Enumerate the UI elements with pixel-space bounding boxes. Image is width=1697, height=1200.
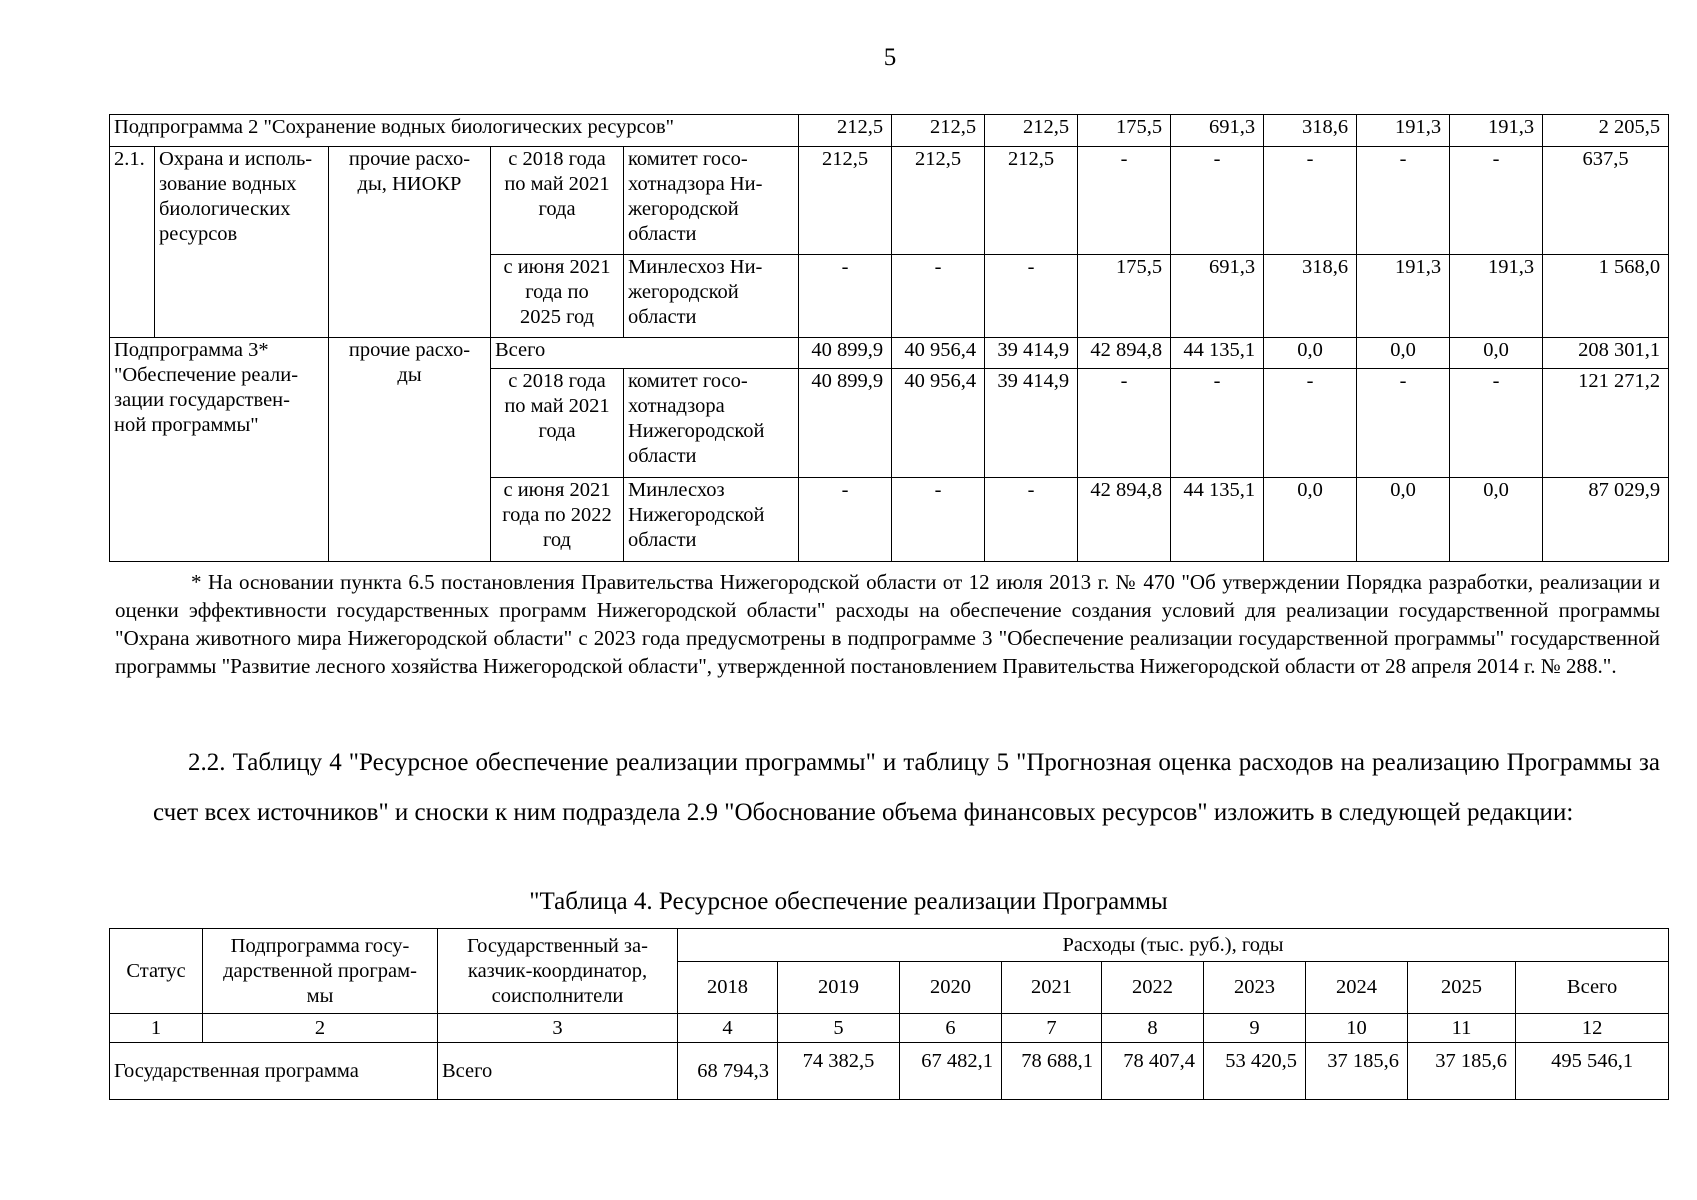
table-cell: - (985, 255, 1078, 338)
table-cell: 318,6 (1264, 115, 1357, 147)
table-cell: 1 568,0 (1543, 255, 1669, 338)
column-number: 10 (1306, 1014, 1408, 1043)
table-cell: 78 688,1 (1002, 1043, 1102, 1100)
measure-name: Охрана и исполь- зование водных биологических ресурсов (155, 147, 329, 338)
table-cell: 0,0 (1450, 338, 1543, 369)
column-number: 6 (900, 1014, 1002, 1043)
table-row (110, 1043, 1669, 1100)
table-cell: - (1078, 147, 1171, 255)
table-cell: 78 407,4 (1102, 1043, 1204, 1100)
table-cell: 42 894,8 (1078, 478, 1171, 562)
table-cell: 121 271,2 (1543, 369, 1669, 478)
column-number: 11 (1408, 1014, 1516, 1043)
table-cell: - (1171, 369, 1264, 478)
period: с 2018 года по май 2021 года (491, 369, 624, 478)
expense-type: прочие расхо- ды (329, 338, 491, 562)
table-cell: 2 205,5 (1543, 115, 1669, 147)
table-cell: 212,5 (892, 115, 985, 147)
subprogram-2-title: Подпрограмма 2 "Сохранение водных биологических ресурсов" (110, 115, 799, 147)
table-cell: 40 899,9 (799, 338, 892, 369)
header-row (110, 929, 1669, 962)
header-year: 2023 (1204, 962, 1306, 1014)
table-cell: - (1264, 147, 1357, 255)
total-label: Всего (491, 338, 799, 369)
table-cell: 495 546,1 (1516, 1043, 1669, 1100)
header-expenses: Расходы (тыс. руб.), годы (678, 929, 1669, 962)
table-cell: - (892, 478, 985, 562)
period: с 2018 года по май 2021 года (491, 147, 624, 255)
column-number-row (110, 1014, 1669, 1043)
column-number: 9 (1204, 1014, 1306, 1043)
table-cell: 191,3 (1450, 115, 1543, 147)
table-cell: 68 794,3 (678, 1043, 778, 1100)
table-cell: - (1450, 369, 1543, 478)
subprogram-table (109, 114, 1669, 562)
header-year: 2025 (1408, 962, 1516, 1014)
table-cell: 67 482,1 (900, 1043, 1002, 1100)
header-year: 2022 (1102, 962, 1204, 1014)
header-year: 2020 (900, 962, 1002, 1014)
table-cell: 208 301,1 (1543, 338, 1669, 369)
header-subprogram: Подпрограмма госу- дарственной програм- мы (203, 929, 438, 1014)
table-cell: 691,3 (1171, 255, 1264, 338)
table-cell: 0,0 (1357, 338, 1450, 369)
table-cell: 74 382,5 (778, 1043, 900, 1100)
column-number: 3 (438, 1014, 678, 1043)
resource-table (109, 928, 1669, 1100)
table-cell: 37 185,6 (1306, 1043, 1408, 1100)
table-cell: 691,3 (1171, 115, 1264, 147)
table-cell: 191,3 (1357, 115, 1450, 147)
table-cell: - (985, 478, 1078, 562)
table-cell: 40 956,4 (892, 369, 985, 478)
column-number: 4 (678, 1014, 778, 1043)
header-year: Всего (1516, 962, 1669, 1014)
table-cell: 40 956,4 (892, 338, 985, 369)
row-number: 2.1. (110, 147, 155, 338)
table-cell: 87 029,9 (1543, 478, 1669, 562)
period: с июня 2021 года по 2025 год (491, 255, 624, 338)
table-cell: - (1264, 369, 1357, 478)
table-cell: 212,5 (985, 147, 1078, 255)
column-number: 5 (778, 1014, 900, 1043)
table-row (110, 147, 1669, 255)
table-cell: 637,5 (1543, 147, 1669, 255)
table-cell: 191,3 (1450, 255, 1543, 338)
executor: Минлесхоз Нижегородской области (624, 478, 799, 562)
column-number: 8 (1102, 1014, 1204, 1043)
table-cell: - (1357, 147, 1450, 255)
executor: комитет госо- хотнадзора Ни- жегородской области (624, 147, 799, 255)
table-cell: 44 135,1 (1171, 478, 1264, 562)
table-row (110, 338, 1669, 369)
table-cell: 40 899,9 (799, 369, 892, 478)
header-year: 2019 (778, 962, 900, 1014)
status-label: Государственная программа (110, 1043, 438, 1100)
table-cell: - (1078, 369, 1171, 478)
table-cell: 191,3 (1357, 255, 1450, 338)
expense-type: прочие расхо- ды, НИОКР (329, 147, 491, 338)
table-cell: 0,0 (1357, 478, 1450, 562)
table-cell: 39 414,9 (985, 338, 1078, 369)
table-cell: - (1357, 369, 1450, 478)
table-cell: 37 185,6 (1408, 1043, 1516, 1100)
header-year: 2024 (1306, 962, 1408, 1014)
executor: Минлесхоз Ни- жегородской области (624, 255, 799, 338)
column-number: 7 (1002, 1014, 1102, 1043)
table-cell: 175,5 (1078, 115, 1171, 147)
header-customer: Государственный за- казчик-координатор, соисполнители (438, 929, 678, 1014)
table-cell: 39 414,9 (985, 369, 1078, 478)
header-year: 2021 (1002, 962, 1102, 1014)
table-cell: 42 894,8 (1078, 338, 1171, 369)
table-cell: 212,5 (799, 115, 892, 147)
table-cell: 212,5 (985, 115, 1078, 147)
table-cell: 0,0 (1264, 338, 1357, 369)
table-cell: - (799, 255, 892, 338)
table-cell: 0,0 (1264, 478, 1357, 562)
subprogram-3-name: Подпрограмма 3* "Обеспечение реали- зации государствен- ной программы" (110, 338, 329, 562)
table-cell: 212,5 (799, 147, 892, 255)
table-4-title: "Таблица 4. Ресурсное обеспечение реализации Программы (529, 888, 1168, 915)
table-cell: - (1450, 147, 1543, 255)
executor: комитет госо- хотнадзора Нижегородской области (624, 369, 799, 478)
table-cell: - (799, 478, 892, 562)
footnote: * На основании пункта 6.5 постановления Правительства Нижегородской области от 12 июля 2013 г. № 470 "Об утверждении Порядка разработки, реализации и оценки эффективности государственных программ Нижегородской области" расходы на обеспечение создания условий для реализации государственной программы "Охрана животного мира Нижегородской области" с 2023 года предусмотрены в подпрограмме 3 "Обеспечение реализации государственной программы" государственной программы "Развитие лесного хозяйства Нижегородской области", утвержденной постановлением Правительства Нижегородской области от 28 апреля 2014 г. № 288.". (115, 570, 1660, 678)
customer-label: Всего (438, 1043, 678, 1100)
header-year: 2018 (678, 962, 778, 1014)
header-status: Статус (110, 929, 203, 1014)
table-row (110, 115, 1669, 147)
body-paragraph: 2.2. Таблицу 4 "Ресурсное обеспечение реализации программы" и таблицу 5 "Прогнозная оценка расходов на реализацию Программы за счет всех источников" и сноски к ним подраздела 2.9 "Обоснование объема финансовых ресурсов" изложить в следующей редакции: (153, 749, 1660, 826)
table-cell: - (1171, 147, 1264, 255)
page-number: 5 (883, 44, 897, 71)
table-cell: 0,0 (1450, 478, 1543, 562)
column-number: 1 (110, 1014, 203, 1043)
table-cell: - (892, 255, 985, 338)
column-number: 2 (203, 1014, 438, 1043)
table-cell: 44 135,1 (1171, 338, 1264, 369)
column-number: 12 (1516, 1014, 1669, 1043)
table-cell: 175,5 (1078, 255, 1171, 338)
table-cell: 318,6 (1264, 255, 1357, 338)
period: с июня 2021 года по 2022 год (491, 478, 624, 562)
table-cell: 53 420,5 (1204, 1043, 1306, 1100)
table-cell: 212,5 (892, 147, 985, 255)
